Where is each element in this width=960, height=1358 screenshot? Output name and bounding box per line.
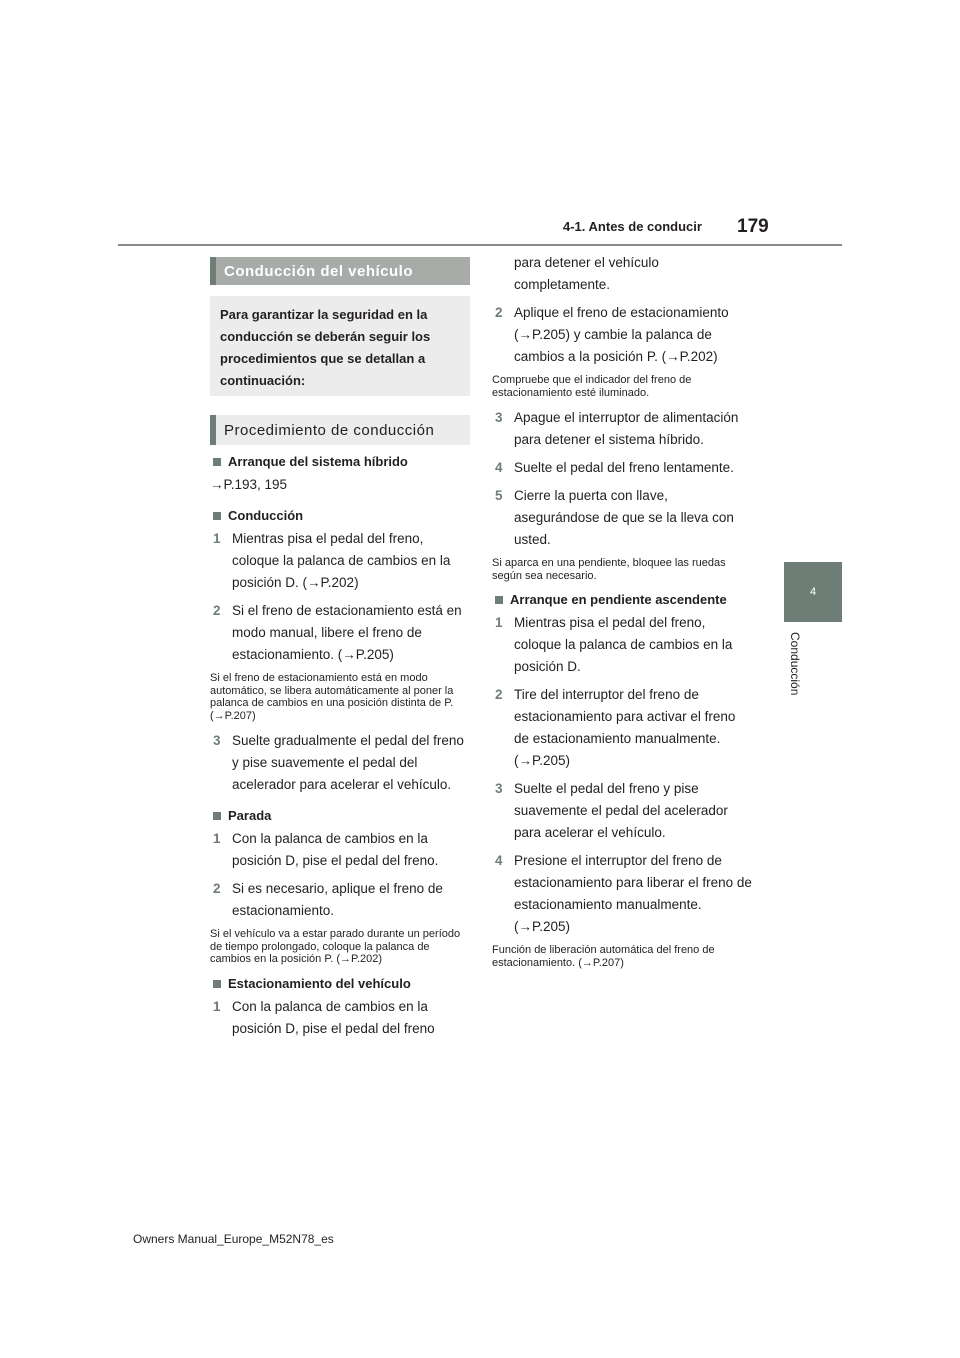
main-heading: Conducción del vehículo bbox=[210, 257, 470, 285]
drive-note: Si el freno de estacionamiento está en modo automático, se libera automáticamente al poner la palanca de cambios en una posición distinta de P. (→P.207) bbox=[210, 672, 454, 722]
step-text: Aplique el freno de estacionamiento (→P.205) y cambie la palanca de cambios a la posición P. (→P.202) bbox=[514, 305, 729, 364]
drive-step bbox=[210, 600, 470, 666]
park-note: Compruebe que el indicador del freno de estacionamiento esté iluminado. bbox=[492, 374, 692, 399]
chapter-tab[interactable] bbox=[784, 562, 842, 622]
section-header: 4-1. Antes de conducir bbox=[563, 219, 702, 234]
drive-title: Conducción bbox=[228, 508, 304, 523]
stop-note: Si el vehículo va a estar parado durante un período de tiempo prolongado, coloque la palanca de cambios en la posición P. (→P.202) bbox=[210, 928, 461, 965]
start-subheading bbox=[210, 452, 470, 472]
step-number: 4 bbox=[495, 853, 503, 868]
uphill-subheading bbox=[492, 590, 752, 610]
start-ref: →P.193, 195 bbox=[210, 477, 288, 492]
step-number: 5 bbox=[495, 488, 503, 503]
step-number: 1 bbox=[495, 615, 503, 630]
stop-step bbox=[210, 878, 470, 922]
step-number: 2 bbox=[213, 603, 221, 618]
stop-subheading bbox=[210, 806, 470, 826]
chapter-number: 4 bbox=[809, 586, 817, 598]
step-text: Con la palanca de cambios en la posición D, pise el pedal del freno bbox=[232, 998, 435, 1036]
step-number: 3 bbox=[495, 410, 503, 425]
park-step bbox=[492, 457, 752, 479]
step-number: 1 bbox=[213, 998, 221, 1014]
uphill-note: Función de liberación automática del freno de estacionamiento. (→P.207) bbox=[492, 944, 715, 969]
footer-text: Owners Manual_Europe_M52N78_es bbox=[133, 1232, 334, 1246]
start-title: Arranque del sistema híbrido bbox=[228, 454, 408, 469]
stop-step bbox=[210, 828, 470, 872]
park-step-continuation: para detener el vehículo completamente. bbox=[514, 255, 659, 292]
chapter-label: Conducción bbox=[788, 632, 802, 696]
park-step bbox=[492, 302, 752, 368]
step-text: Suelte el pedal del freno lentamente. bbox=[514, 460, 734, 475]
left-column bbox=[210, 452, 470, 1046]
step-text: Presione el interruptor del freno de estacionamiento para liberar el freno de estacionamiento manualmente. (→P.205) bbox=[514, 853, 752, 934]
right-column bbox=[492, 252, 752, 977]
step-number: 2 bbox=[495, 305, 503, 320]
step-text: Con la palanca de cambios en la posición D, pise el pedal del freno. bbox=[232, 831, 439, 868]
park-title: Estacionamiento del vehículo bbox=[228, 975, 411, 991]
step-text: Si es necesario, aplique el freno de estacionamiento. bbox=[232, 881, 443, 918]
square-bullet-icon bbox=[213, 812, 221, 820]
park-note: Si aparca en una pendiente, bloquee las ruedas según sea necesario. bbox=[492, 557, 726, 582]
uphill-step bbox=[492, 778, 752, 844]
step-text: Mientras pisa el pedal del freno, coloque la palanca de cambios en la posición D. (→P.202) bbox=[232, 531, 451, 590]
step-text: Tire del interruptor del freno de estacionamiento para activar el freno de estacionamiento manualmente. (→P.205) bbox=[514, 687, 736, 768]
step-number: 2 bbox=[213, 881, 221, 896]
uphill-step bbox=[492, 684, 752, 772]
stop-title: Parada bbox=[228, 808, 272, 823]
header-rule bbox=[118, 244, 842, 246]
step-number: 3 bbox=[213, 733, 221, 748]
step-text: Cierre la puerta con llave, asegurándose de que se la lleva con usted. bbox=[514, 488, 734, 547]
step-text: Mientras pisa el pedal del freno, coloque la palanca de cambios en la posición D. bbox=[514, 615, 733, 674]
step-text: Suelte gradualmente el pedal del freno y pise suavemente el pedal del acelerador para acelerar el vehículo. bbox=[232, 733, 464, 792]
step-text: Apague el interruptor de alimentación para detener el sistema híbrido. bbox=[514, 410, 739, 447]
step-text: Si el freno de estacionamiento está en modo manual, libere el freno de estacionamiento. (→P.205) bbox=[232, 603, 462, 662]
drive-step bbox=[210, 730, 470, 796]
uphill-step bbox=[492, 850, 752, 938]
park-step bbox=[492, 485, 752, 551]
square-bullet-icon bbox=[213, 980, 221, 988]
park-step bbox=[210, 996, 470, 1040]
drive-step bbox=[210, 528, 470, 594]
square-bullet-icon bbox=[213, 512, 221, 520]
step-number: 4 bbox=[495, 460, 503, 475]
park-step bbox=[492, 407, 752, 451]
uphill-step bbox=[492, 612, 752, 678]
step-number: 1 bbox=[213, 831, 221, 846]
park-subheading bbox=[210, 974, 470, 994]
step-number: 3 bbox=[495, 781, 503, 796]
step-number: 1 bbox=[213, 531, 221, 546]
uphill-title: Arranque en pendiente ascendente bbox=[510, 592, 727, 607]
square-bullet-icon bbox=[495, 596, 503, 604]
step-text: Suelte el pedal del freno y pise suavemente el pedal del acelerador para acelerar el vehículo. bbox=[514, 781, 728, 840]
step-number: 2 bbox=[495, 687, 503, 702]
page-number: 179 bbox=[737, 216, 769, 237]
procedure-heading: Procedimiento de conducción bbox=[210, 415, 470, 445]
drive-subheading bbox=[210, 506, 470, 526]
square-bullet-icon bbox=[213, 458, 221, 466]
intro-box: Para garantizar la seguridad en la conducción se deberán seguir los procedimientos que se detallan a continuación: bbox=[210, 296, 470, 396]
